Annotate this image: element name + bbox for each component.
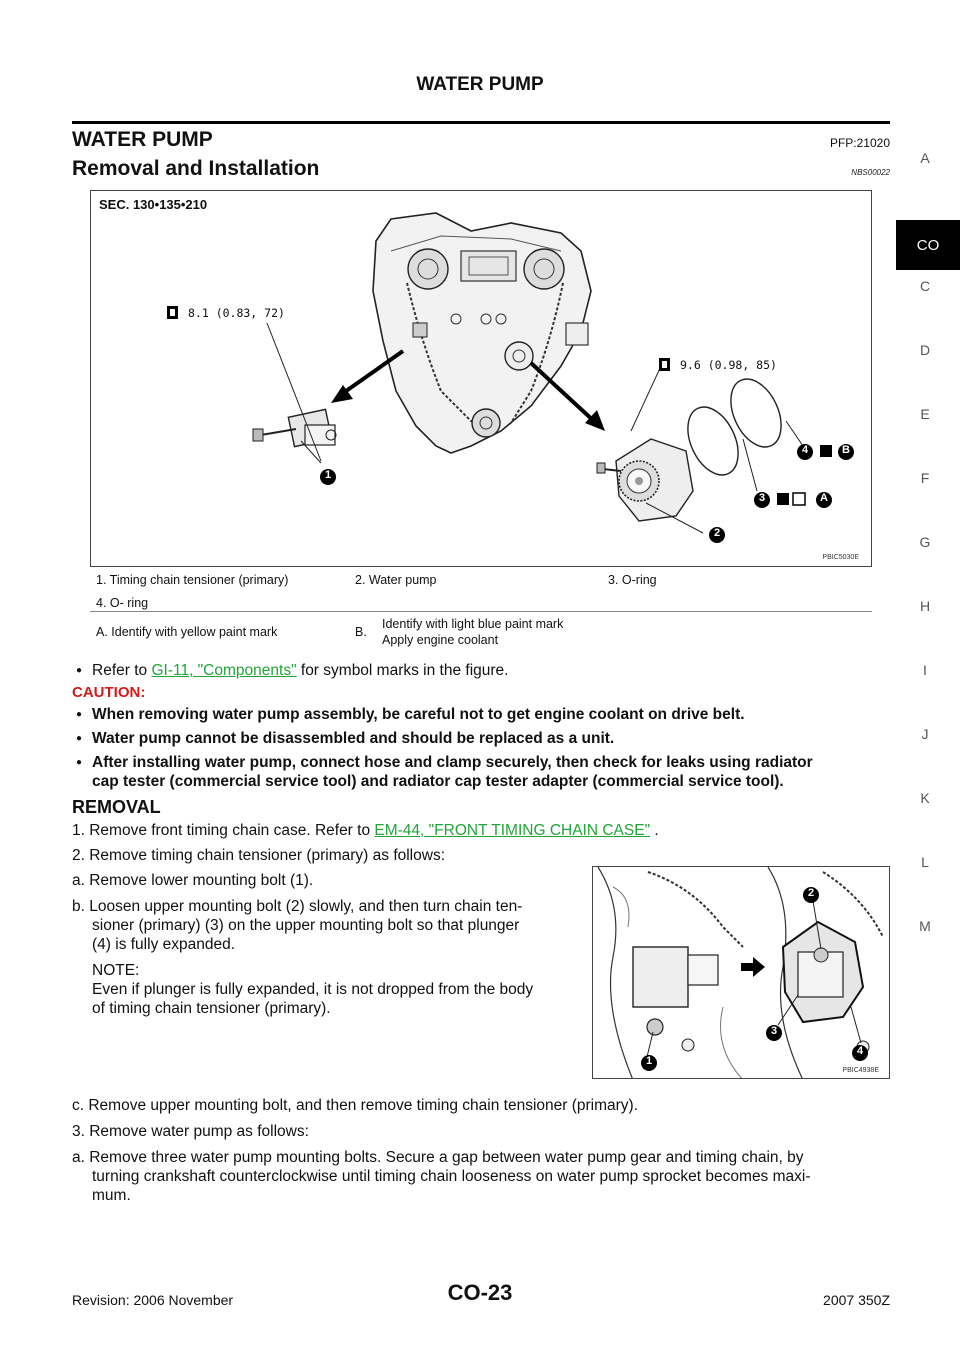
fig2-callout-1: 1	[645, 1055, 653, 1067]
header-rule	[72, 121, 890, 124]
note-line2: of timing chain tensioner (primary).	[92, 1000, 331, 1017]
removal-step-2b-line1: b. Loosen upper mounting bolt (2) slowly, and then turn chain ten-	[72, 898, 523, 915]
removal-step-2a: a. Remove lower mounting bolt (1).	[72, 872, 314, 889]
subsection-title: Removal and Installation	[72, 157, 320, 180]
caution-item-3-cont: cap tester (commercial service tool) and radiator cap tester adapter (commercial service tool).	[92, 773, 784, 790]
sidebar-letter-d[interactable]: D	[919, 342, 931, 358]
sidebar-tab-active[interactable]: CO	[896, 220, 960, 270]
caution-title: CAUTION:	[72, 684, 146, 701]
torque-label-water-pump: 9.6 (0.98, 85)	[680, 358, 777, 372]
caution-item-3: ● After installing water pump, connect hose and clamp securely, then check for leaks using radiator	[92, 753, 813, 772]
tensioner-drawing	[593, 867, 890, 1079]
nbs-code: NBS00022	[851, 168, 890, 177]
legend-item-2: 2. Water pump	[355, 573, 437, 587]
figure2-code: PBIC4938E	[842, 1067, 879, 1074]
mark-b: B	[842, 444, 850, 456]
legend-a: A. Identify with yellow paint mark	[96, 625, 278, 639]
mark-a: A	[820, 492, 828, 504]
callout-3: 3	[758, 492, 766, 504]
legend-item-1: 1. Timing chain tensioner (primary)	[96, 573, 289, 587]
exploded-view-drawing	[91, 191, 872, 567]
pfp-code: PFP:21020	[829, 136, 890, 150]
sidebar-letter-a[interactable]: A	[920, 150, 930, 166]
removal-step-2c: c. Remove upper mounting bolt, and then remove timing chain tensioner (primary).	[72, 1097, 639, 1114]
removal-step-2b-line2: sioner (primary) (3) on the upper mounting bolt so that plunger	[92, 917, 520, 934]
sidebar-letter-i[interactable]: I	[923, 662, 927, 678]
step1-pre: 1. Remove front timing chain case. Refer to	[72, 822, 375, 839]
refer-line	[92, 661, 509, 680]
legend-divider	[90, 611, 872, 612]
removal-step-1	[72, 821, 659, 840]
em-44-link[interactable]: EM-44, "FRONT TIMING CHAIN CASE"	[374, 822, 651, 839]
torque-label-tensioner: 8.1 (0.83, 72)	[188, 306, 285, 320]
legend-item-4: 4. O- ring	[96, 596, 149, 610]
sidebar-letter-j[interactable]: J	[921, 726, 929, 742]
water-pump-figure	[90, 190, 872, 567]
sidebar-letter-f[interactable]: F	[920, 470, 930, 486]
figure-sec-label: SEC. 130•135•210	[99, 197, 208, 212]
fig2-callout-4: 4	[856, 1045, 864, 1057]
note-title: NOTE:	[92, 962, 140, 979]
removal-step-3a-line3: mum.	[92, 1187, 131, 1204]
fig2-callout-3: 3	[770, 1025, 778, 1037]
sidebar-letter-c[interactable]: C	[919, 278, 931, 294]
legend-b-prefix: B.	[355, 625, 367, 639]
callout-1: 1	[324, 469, 332, 481]
refer-post: for symbol marks in the figure.	[296, 662, 509, 679]
legend-b-line1: Identify with light blue paint mark	[382, 617, 564, 631]
sidebar-letter-g[interactable]: G	[919, 534, 931, 550]
removal-step-3a-line1: a. Remove three water pump mounting bolts. Secure a gap between water pump gear and timing chain, by	[72, 1149, 804, 1166]
sidebar-letter-h[interactable]: H	[919, 598, 931, 614]
caution-item-1: ● When removing water pump assembly, be careful not to get engine coolant on drive belt.	[92, 705, 745, 724]
footer-revision: Revision: 2006 November	[72, 1292, 234, 1308]
sidebar-letter-m[interactable]: M	[919, 918, 931, 934]
removal-heading: REMOVAL	[72, 797, 161, 817]
sidebar-letter-k[interactable]: K	[920, 790, 930, 806]
callout-4: 4	[801, 444, 809, 456]
footer-page-number: CO-23	[447, 1280, 513, 1305]
fig2-callout-2: 2	[807, 887, 815, 899]
legend-b-line2: Apply engine coolant	[382, 633, 499, 647]
caution-item-2: ● Water pump cannot be disassembled and should be replaced as a unit.	[92, 729, 614, 748]
page-header-title: WATER PUMP	[416, 74, 544, 95]
callout-2: 2	[713, 527, 721, 539]
sidebar-letter-l[interactable]: L	[921, 854, 929, 870]
gi-11-components-link[interactable]: GI-11, "Components"	[151, 662, 297, 679]
figure-code: PBIC5030E	[822, 554, 859, 561]
removal-step-2: 2. Remove timing chain tensioner (primary) as follows:	[72, 847, 445, 864]
legend-item-3: 3. O-ring	[608, 573, 657, 587]
removal-step-2b-line3: (4) is fully expanded.	[92, 936, 236, 953]
tensioner-figure	[592, 866, 890, 1079]
sidebar-letter-e[interactable]: E	[920, 406, 930, 422]
removal-step-3: 3. Remove water pump as follows:	[72, 1123, 309, 1140]
refer-pre: Refer to	[92, 662, 152, 679]
section-title: WATER PUMP	[72, 128, 213, 151]
step1-post: .	[650, 822, 659, 839]
footer-model: 2007 350Z	[823, 1292, 890, 1308]
removal-step-3a-line2: turning crankshaft counterclockwise until timing chain looseness on water pump sprocket becomes maxi-	[92, 1168, 811, 1185]
note-line1: Even if plunger is fully expanded, it is not dropped from the body	[92, 981, 534, 998]
